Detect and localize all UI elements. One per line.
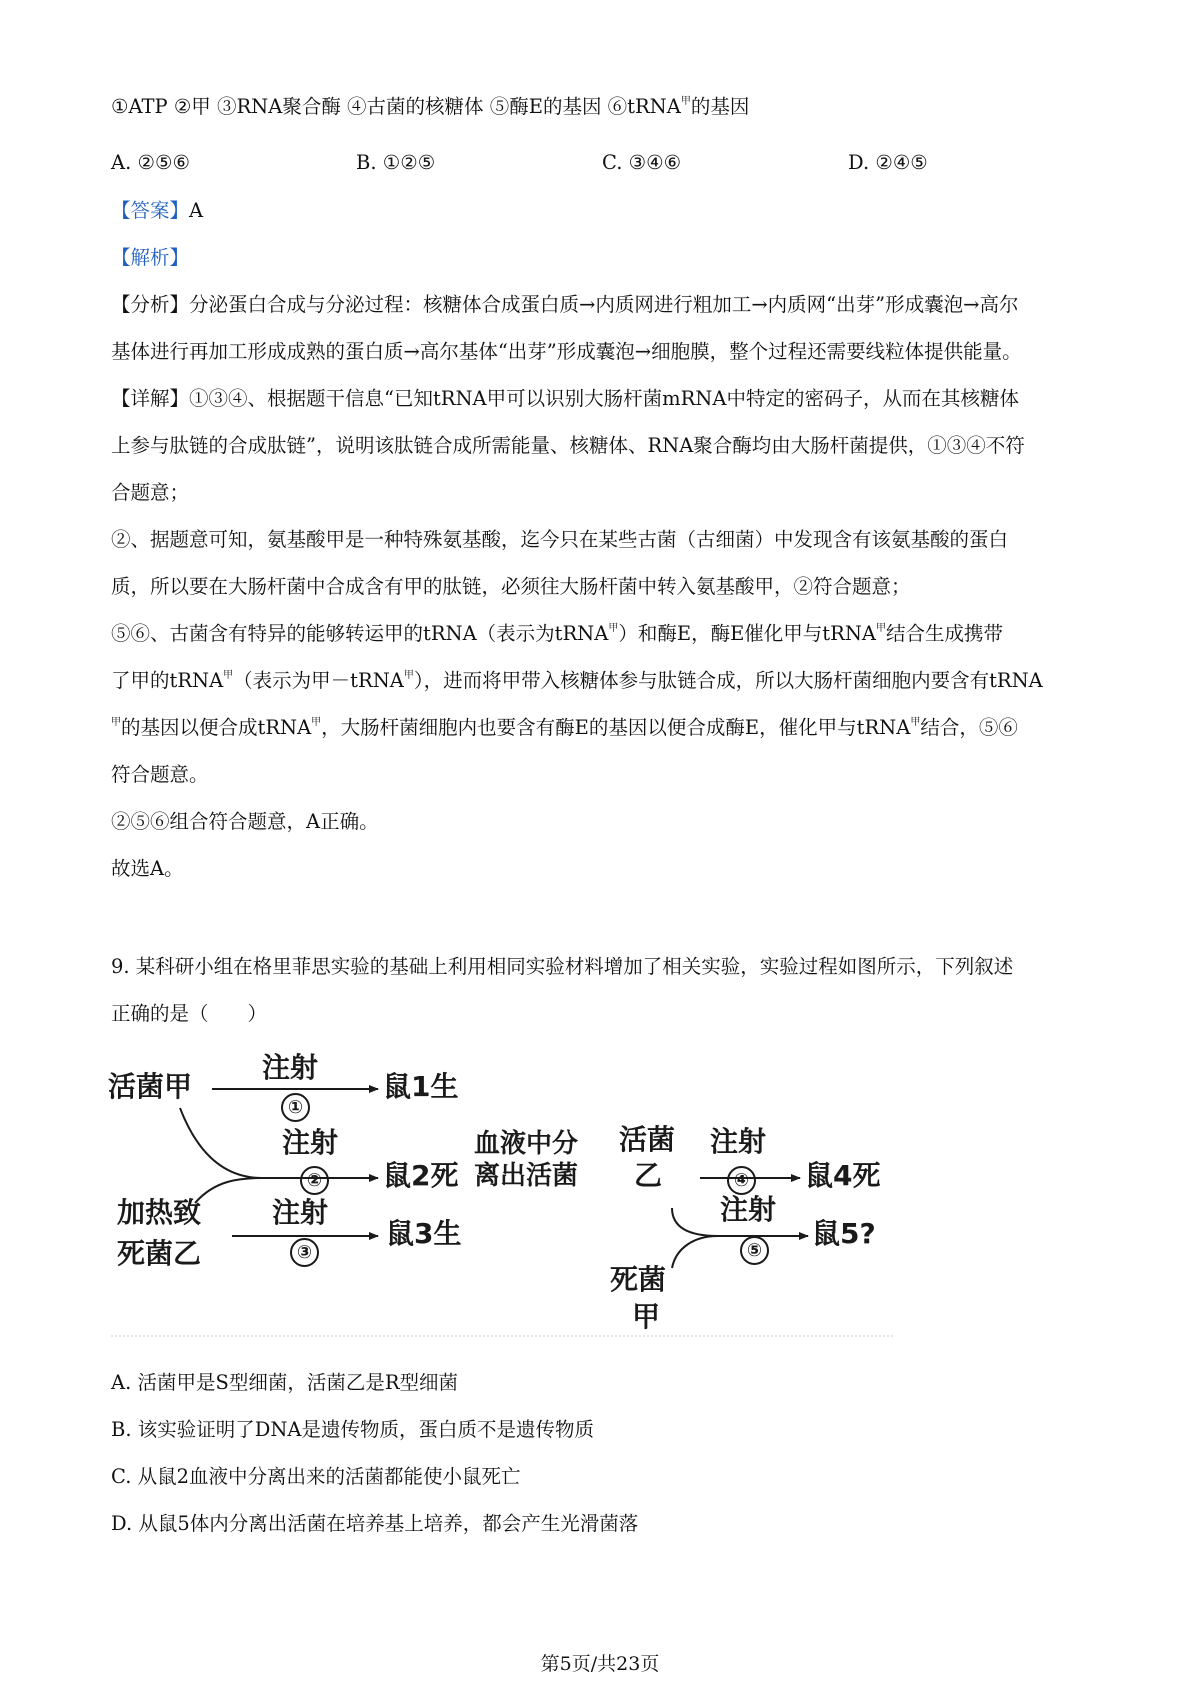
q8-fenxi-line-2: 基体进行再加工形成成熟的蛋白质→高尔基体“出芽”形成囊泡→细胞膜，整个过程还需要线粒体提供能量。	[111, 340, 1022, 363]
label-inject-5: 注射	[720, 1193, 777, 1226]
label-live-bacteria-a: 活菌甲	[108, 1070, 193, 1103]
label-live-bacteria-b-2: 乙	[634, 1159, 663, 1192]
label-heat-killed-b-1: 加热致	[117, 1196, 202, 1229]
step-number-4: ④	[727, 1166, 756, 1195]
label-mouse-2: 鼠2死	[383, 1159, 459, 1192]
q8-para3-line-3: $^甲$的基因以便合成tRNA$^甲$，大肠杆菌细胞内也要含有酶E的基因以便合成酶E，催化甲与tRNA$^甲$结合，⑤⑥	[111, 716, 1018, 739]
q8-choice-c: C. ③④⑥	[602, 151, 682, 174]
q8-para3-line-2: 了甲的tRNA$^甲$（表示为甲－tRNA$^甲$），进而将甲带入核糖体参与肽链合成，所以大肠杆菌细胞内要含有tRNA	[111, 669, 1043, 692]
curve-from-heat-b	[195, 1178, 262, 1203]
label-blood-isolate-2: 离出活菌	[474, 1161, 579, 1191]
q9-stem-line-1: 9. 某科研小组在格里菲思实验的基础上利用相同实验材料增加了相关实验，实验过程如图所示，下列叙述	[111, 955, 1014, 978]
label-live-bacteria-b-1: 活菌	[619, 1123, 676, 1156]
q8-options-line: ①ATP ②甲 ③RNA聚合酶 ④古菌的核糖体 ⑤酶E的基因 ⑥tRNA$^甲$的基因	[111, 95, 750, 118]
label-mouse-4: 鼠4死	[805, 1159, 881, 1192]
q8-answer: 【答案】A	[111, 199, 204, 222]
label-inject-1: 注射	[262, 1051, 319, 1084]
q8-choice-d: D. ②④⑤	[848, 151, 928, 174]
label-inject-3: 注射	[272, 1196, 329, 1229]
q8-fenxi-line-1: 【分析】分泌蛋白合成与分泌过程：核糖体合成蛋白质→内质网进行粗加工→内质网“出芽”形成囊泡→高尔	[111, 293, 1019, 316]
label-inject-4: 注射	[710, 1125, 767, 1158]
label-mouse-3: 鼠3生	[386, 1217, 462, 1250]
q8-choice-b: B. ①②⑤	[356, 151, 436, 174]
step-number-2: ②	[300, 1166, 329, 1195]
label-dead-bacteria-a-1: 死菌	[610, 1263, 667, 1296]
q8-xiangjie-line-3: 合题意；	[111, 481, 190, 504]
q8-xiangjie-line-2: 上参与肽链的合成肽链”，说明该肽链合成所需能量、核糖体、RNA聚合酶均由大肠杆菌提供，①③④不符	[111, 434, 1025, 457]
label-dead-bacteria-a-2: 甲	[632, 1300, 661, 1333]
q8-choose: 故选A。	[111, 857, 184, 880]
q8-para2-line-1: ②、据题意可知，氨基酸甲是一种特殊氨基酸，迄今只在某些古菌（古细菌）中发现含有该氨基酸的蛋白	[111, 528, 1009, 551]
q9-choice-a: A. 活菌甲是S型细菌，活菌乙是R型细菌	[111, 1371, 459, 1394]
step-number-1: ①	[281, 1093, 310, 1122]
q9-choice-d: D. 从鼠5体内分离出活菌在培养基上培养，都会产生光滑菌落	[111, 1512, 639, 1535]
curve-from-dead-a	[672, 1236, 718, 1268]
q8-para2-line-2: 质，所以要在大肠杆菌中合成含有甲的肽链，必须往大肠杆菌中转入氨基酸甲，②符合题意；	[111, 575, 911, 598]
q8-para3-line-4: 符合题意。	[111, 763, 209, 786]
q9-choice-b: B. 该实验证明了DNA是遗传物质，蛋白质不是遗传物质	[111, 1418, 595, 1441]
label-mouse-5: 鼠5?	[812, 1217, 876, 1250]
curve-from-live-b	[672, 1208, 718, 1236]
q8-choice-a: A. ②⑤⑥	[111, 151, 190, 174]
page-footer: 第5页/共23页	[540, 1653, 660, 1675]
q9-choice-c: C. 从鼠2血液中分离出来的活菌都能使小鼠死亡	[111, 1465, 521, 1488]
label-blood-isolate-1: 血液中分	[474, 1129, 579, 1159]
q8-conclusion: ②⑤⑥组合符合题意，A正确。	[111, 810, 379, 833]
q8-xiangjie-line-1: 【详解】①③④、根据题干信息“已知tRNA甲可以识别大肠杆菌mRNA中特定的密码子，从而在其核糖体	[111, 387, 1019, 410]
label-mouse-1: 鼠1生	[383, 1070, 459, 1103]
curve-from-live-a	[180, 1108, 262, 1178]
q9-stem-line-2: 正确的是（ ）	[111, 1002, 268, 1025]
q8-analysis-label: 【解析】	[111, 246, 190, 269]
label-heat-killed-b-2: 死菌乙	[117, 1237, 202, 1270]
label-inject-2: 注射	[282, 1126, 339, 1159]
step-number-3: ③	[290, 1238, 319, 1267]
q8-para3-line-1: ⑤⑥、古菌含有特异的能够转运甲的tRNA（表示为tRNA$^甲$）和酶E，酶E催化甲与tRNA$^甲$结合生成携带	[111, 622, 1003, 645]
step-number-5: ⑤	[740, 1236, 769, 1265]
